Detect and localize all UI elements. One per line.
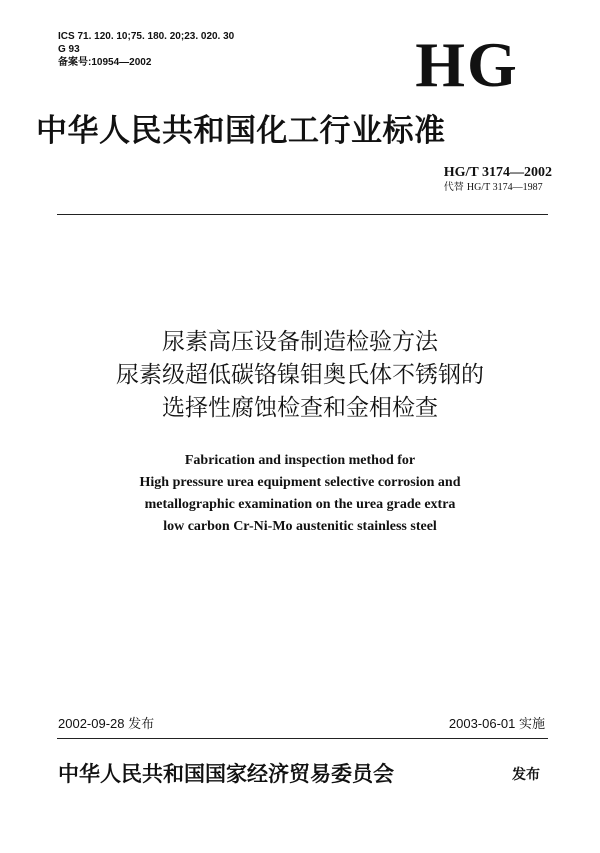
issue-label: 发布 [512, 767, 540, 783]
english-title-line: Fabrication and inspection method for [184, 453, 416, 468]
replaces-line [444, 181, 552, 194]
issuing-authority: 中华人民共和国国家经济贸易委员会 [58, 761, 394, 786]
hg-logo: HG [415, 29, 519, 100]
ics-code: ICS 71. 120. 10;75. 180. 20;23. 020. 30 [58, 31, 235, 42]
chinese-title-line: 尿素级超低碳铬镍钼奥氏体不锈钢的 [116, 362, 484, 388]
classification-block [58, 30, 234, 69]
organization-title: 中华人民共和国化工行业标准 [36, 113, 446, 149]
chinese-title-line: 选择性腐蚀检查和金相检查 [162, 395, 438, 421]
top-divider [57, 214, 548, 215]
replaces-value: HG/T 3174—1987 [466, 182, 543, 193]
chinese-title-line: 尿素高压设备制造检验方法 [162, 329, 438, 355]
publication-date: 2002-09-28 发布 [58, 716, 155, 731]
english-title [0, 450, 600, 538]
english-title-line: High pressure urea equipment selective corrosion and [139, 475, 461, 490]
replaces-label: 代替 [443, 182, 464, 193]
standard-number: HG/T 3174—2002 [443, 165, 552, 180]
english-title-line: low carbon Cr-Ni-Mo austenitic stainless steel [163, 519, 437, 534]
chinese-title [0, 326, 600, 425]
record-number: 备案号:10954—2002 [58, 57, 152, 68]
english-title-line: metallographic examination on the urea grade extra [144, 497, 456, 512]
standard-number-block [444, 164, 552, 194]
effective-date: 2003-06-01 实施 [448, 716, 545, 731]
bottom-divider [57, 738, 548, 739]
category-code: G 93 [58, 44, 80, 55]
